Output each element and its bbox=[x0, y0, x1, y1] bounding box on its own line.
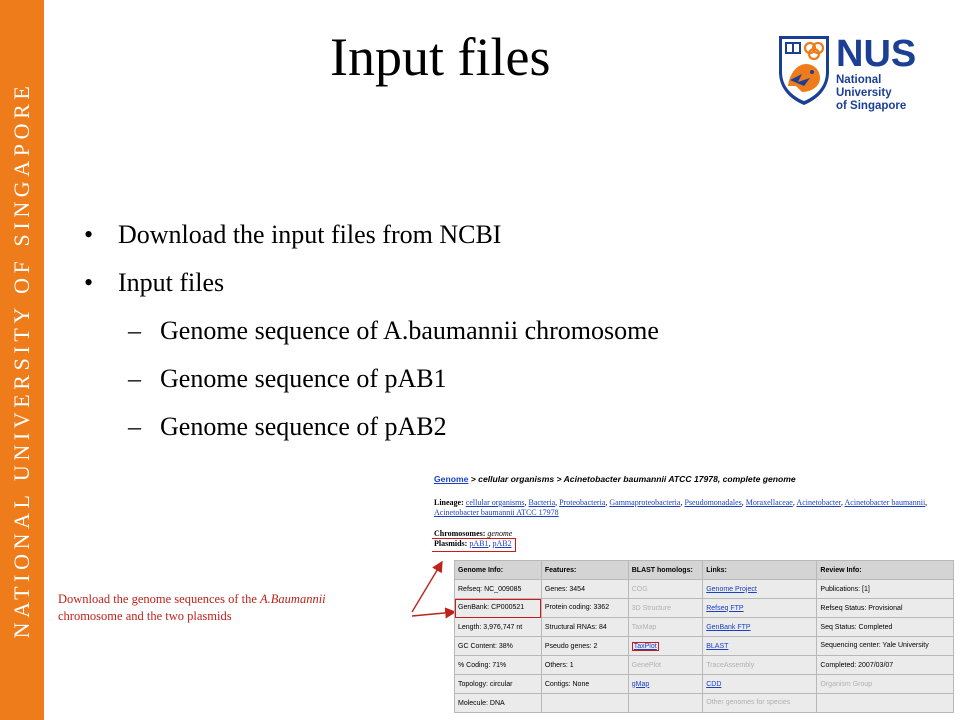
table-row bbox=[455, 599, 954, 618]
taxplot-link[interactable]: TaxPlot bbox=[633, 642, 657, 650]
plasmids-label: Plasmids: bbox=[434, 539, 468, 548]
nus-logo bbox=[776, 33, 936, 112]
breadcrumb bbox=[434, 474, 796, 484]
table-row bbox=[455, 694, 954, 713]
lineage-link[interactable]: cellular organisms bbox=[465, 498, 525, 507]
lineage-link[interactable]: Moraxellaceae bbox=[745, 498, 793, 507]
nus-logo-line1: National University bbox=[836, 74, 892, 99]
sub-bullet-item bbox=[128, 412, 447, 442]
dash-icon: – bbox=[128, 412, 141, 441]
caption-text: Download the genome sequences of the bbox=[58, 592, 261, 606]
table-cell: Structural RNAs: 84 bbox=[541, 618, 628, 637]
lineage-link[interactable]: Bacteria bbox=[528, 498, 556, 507]
table-cell: Refseq Status: Provisional bbox=[817, 599, 954, 618]
table-link-cell[interactable]: Genome Project bbox=[703, 580, 817, 599]
breadcrumb-genome-link[interactable]: Genome bbox=[434, 474, 469, 484]
column-header: Features: bbox=[541, 561, 628, 580]
bullet-item bbox=[84, 220, 501, 250]
plasmids-highlight-box bbox=[432, 538, 516, 552]
bullet-text: Download the input files from NCBI bbox=[118, 220, 502, 249]
table-link-cell[interactable]: GenBank FTP bbox=[703, 618, 817, 637]
table-cell bbox=[628, 694, 702, 713]
chromosomes-label: Chromosomes: bbox=[434, 529, 486, 538]
sub-bullet-text: Genome sequence of pAB1 bbox=[160, 364, 447, 393]
genbank-cell-highlighted[interactable]: GenBank: CP000521 bbox=[455, 599, 542, 618]
bullet-dot-icon: • bbox=[84, 268, 94, 297]
table-cell: GenePlot bbox=[628, 656, 702, 675]
nus-crest-icon bbox=[776, 34, 832, 106]
table-cell: GC Content: 38% bbox=[455, 637, 542, 656]
table-cell: COG bbox=[628, 580, 702, 599]
table-cell: Contigs: None bbox=[541, 675, 628, 694]
plasmid-link-pab2[interactable]: pAB2 bbox=[492, 539, 512, 548]
table-header-row bbox=[455, 561, 954, 580]
table-cell: Organism Group bbox=[817, 675, 954, 694]
bullet-item bbox=[84, 268, 224, 298]
table-row bbox=[455, 618, 954, 637]
table-cell bbox=[541, 694, 628, 713]
table-cell: TaxMap bbox=[628, 618, 702, 637]
sub-bullet-item bbox=[128, 364, 447, 394]
slide-title: Input files bbox=[330, 27, 551, 87]
column-header: BLAST homologs: bbox=[628, 561, 702, 580]
sidebar-university-name: NATIONAL UNIVERSITY OF SINGAPORE bbox=[9, 81, 34, 639]
lineage-link[interactable]: Acinetobacter baumannii bbox=[844, 498, 926, 507]
chromosomes-value: genome bbox=[487, 529, 513, 538]
table-link-cell[interactable]: gMap bbox=[628, 675, 702, 694]
table-row bbox=[455, 675, 954, 694]
table-cell bbox=[628, 637, 702, 656]
nus-logo-text bbox=[836, 34, 936, 113]
lineage-link[interactable]: Acinetobacter baumannii ATCC 17978 bbox=[434, 508, 559, 517]
table-cell: Genes: 3454 bbox=[541, 580, 628, 599]
dash-icon: – bbox=[128, 316, 141, 345]
table-cell: Topology: circular bbox=[455, 675, 542, 694]
table-cell: % Coding: 71% bbox=[455, 656, 542, 675]
table-cell: Seq Status: Completed bbox=[817, 618, 954, 637]
table-row bbox=[455, 656, 954, 675]
table-cell: Molecule: DNA bbox=[455, 694, 542, 713]
table-cell: Others: 1 bbox=[541, 656, 628, 675]
column-header: Links: bbox=[703, 561, 817, 580]
table-cell: Sequencing center: Yale University bbox=[817, 637, 954, 656]
table-cell: Length: 3,976,747 nt bbox=[455, 618, 542, 637]
table-cell: Refseq: NC_009085 bbox=[455, 580, 542, 599]
dash-icon: – bbox=[128, 364, 141, 393]
bullet-text: Input files bbox=[118, 268, 225, 297]
table-cell: 3D Structure bbox=[628, 599, 702, 618]
sub-bullet-item bbox=[128, 316, 659, 346]
lineage-line: Lineage: cellular organisms, Bacteria, Proteobacteria, Gammaproteobacteria, Pseudomonadales, Moraxellaceae, Acinetobacter, Acinetobacter baumannii, Acinetobacter baumannii ATCC 17978 bbox=[434, 498, 928, 517]
genome-info-table bbox=[454, 560, 954, 713]
table-link-cell[interactable]: BLAST bbox=[703, 637, 817, 656]
university-sidebar bbox=[0, 0, 44, 720]
table-cell: Other genomes for species bbox=[703, 694, 817, 713]
table-link-cell[interactable]: CDD bbox=[703, 675, 817, 694]
table-cell bbox=[817, 694, 954, 713]
table-cell: Completed: 2007/03/07 bbox=[817, 656, 954, 675]
ncbi-genome-screenshot bbox=[432, 472, 956, 720]
column-header: Genome Info: bbox=[455, 561, 542, 580]
caption-species: A.Baumannii bbox=[260, 592, 326, 606]
plasmid-link-pab1[interactable]: pAB1 bbox=[469, 539, 489, 548]
table-row bbox=[455, 637, 954, 656]
lineage-link[interactable]: Gammaproteobacteria bbox=[609, 498, 681, 507]
chromosomes-block: Chromosomes: genome Plasmids: pAB1, pAB2 bbox=[434, 529, 513, 548]
table-cell: Protein coding: 3362 bbox=[541, 599, 628, 618]
lineage-link[interactable]: Proteobacteria bbox=[559, 498, 606, 507]
caption-text-line2: chromosome and the two plasmids bbox=[58, 609, 232, 623]
table-cell: Publications: [1] bbox=[817, 580, 954, 599]
table-cell: Pseudo genes: 2 bbox=[541, 637, 628, 656]
sub-bullet-text: Genome sequence of pAB2 bbox=[160, 412, 447, 441]
annotation-caption bbox=[58, 591, 408, 625]
nus-logo-wordmark: NUS bbox=[836, 33, 917, 75]
nus-logo-line2: of Singapore bbox=[836, 100, 907, 112]
table-link-cell[interactable]: Refseq FTP bbox=[703, 599, 817, 618]
bullet-dot-icon: • bbox=[84, 220, 94, 249]
lineage-link[interactable]: Pseudomonadales bbox=[684, 498, 742, 507]
sub-bullet-text: Genome sequence of A.baumannii chromosome bbox=[160, 316, 659, 345]
column-header: Review Info: bbox=[817, 561, 954, 580]
table-cell: TraceAssembly bbox=[703, 656, 817, 675]
lineage-link[interactable]: Acinetobacter bbox=[796, 498, 841, 507]
table-row bbox=[455, 580, 954, 599]
breadcrumb-path: > cellular organisms > Acinetobacter baumannii ATCC 17978, complete genome bbox=[468, 474, 796, 484]
lineage-label: Lineage: bbox=[434, 498, 464, 507]
